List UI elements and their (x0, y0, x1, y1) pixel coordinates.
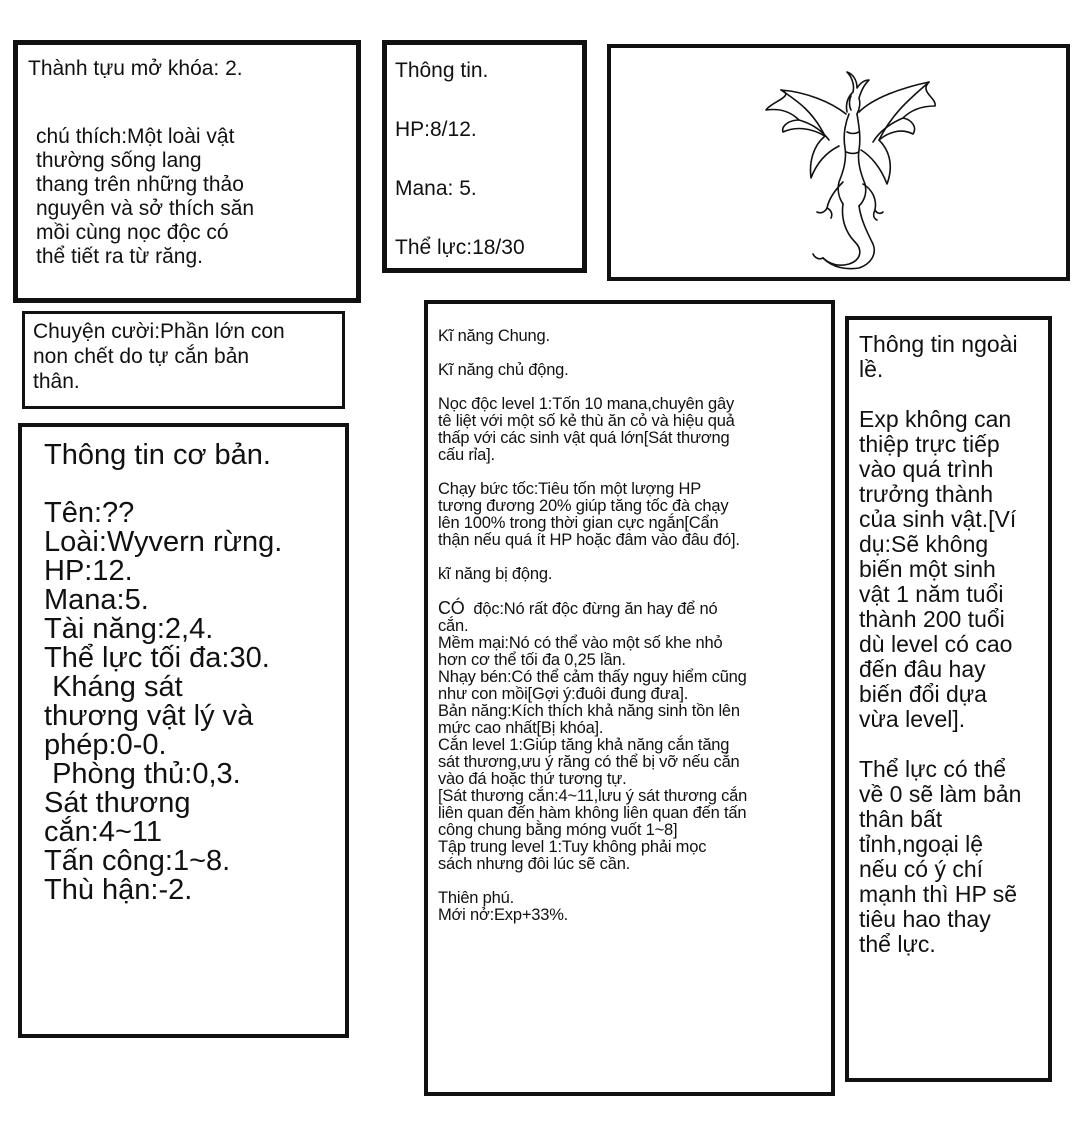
exp-note-line: đến đâu hay (859, 656, 986, 682)
spacer (438, 873, 823, 890)
basic-info-line: Tên:?? (44, 497, 135, 529)
passive-skill-line: vào đá hoặc thứ tương tự. (438, 770, 627, 788)
stamina-note-line: tỉnh,ngoại lệ (859, 831, 984, 857)
achievements-panel (13, 40, 361, 303)
talent-line: Mới nở:Exp+33%. (438, 906, 569, 924)
basic-info-line: Phòng thủ:0,3. (44, 758, 241, 790)
passive-skill-line: mức cao nhất[Bị khóa]. (438, 719, 604, 737)
stamina-note-line: nếu có ý chí (859, 856, 984, 882)
spacer (859, 382, 1040, 407)
exp-note-line: trưởng thành (859, 481, 994, 507)
basic-info-line: thương vật lý và (44, 700, 254, 732)
passive-skill-line (438, 600, 823, 618)
passive-skill-line: Nhạy bén:Có thể cảm thấy nguy hiểm cũng (438, 668, 747, 686)
basic-info-line: Tài năng:2,4. (44, 613, 214, 645)
note-line: thang trên những thảo (36, 173, 244, 196)
talent-title: Thiên phú. (438, 889, 514, 907)
stats-title: Thông tin. (395, 59, 489, 82)
note-line: thể tiết ra từ răng. (36, 245, 203, 268)
passive-skill-line: sát thương,ưu ý răng có thể bị vỡ nếu cắn (438, 753, 740, 771)
note-line: thường sống lang (36, 149, 202, 172)
basic-info-line: Sát thương (44, 787, 191, 819)
general-skills-title: Kĩ năng Chung. (438, 327, 550, 345)
note-line: nguyên và sở thích săn (36, 197, 255, 220)
spacer (395, 201, 576, 236)
stamina-note-line: tiêu hao thay (859, 906, 991, 932)
basic-info-line: Mana:5. (44, 584, 149, 616)
exp-note-line: thành 200 tuổi (859, 606, 1005, 632)
spacer (438, 583, 823, 600)
exp-note-line: vừa level]. (859, 706, 966, 732)
wyvern-drawing-icon (751, 62, 941, 272)
passive-skill-line: cắn. (438, 617, 469, 635)
spacer (44, 470, 345, 499)
passive-skill-line: Mềm mại:Nó có thể vào một số khe nhỏ (438, 634, 723, 652)
exp-note-line: biến đổi dựa (859, 681, 987, 707)
sprint-skill-line: thận nếu quá ít HP hoặc đâm vào đâu đó]. (438, 531, 740, 549)
basic-info-line: phép:0-0. (44, 729, 167, 761)
exp-note-line: dụ:Sẽ không (859, 531, 989, 557)
sprint-skill-line: Chạy bức tốc:Tiêu tốn một lượng HP (438, 480, 702, 498)
spacer (438, 549, 823, 566)
exp-note-line: của sinh vật.[Ví (859, 506, 1017, 532)
venom-skill-line: thấp với các sinh vật quá lớn[Sát thương (438, 429, 730, 447)
spacer (395, 142, 576, 177)
spacer (859, 732, 1040, 757)
basic-info-panel (18, 423, 349, 1038)
exp-note-line: biến một sinh (859, 556, 996, 582)
passive-skill-line: Tập trung level 1:Tuy không phải mọc (438, 838, 707, 856)
stamina-note-line: thân bất (859, 806, 943, 832)
spacer (395, 83, 576, 118)
achievements-title: Thành tựu mở khóa: 2. (28, 57, 243, 80)
stats-panel (382, 40, 587, 273)
stamina-note-line: về 0 sẽ làm bản (859, 781, 1022, 807)
passive-skill-line: hơn cơ thể tối đa 0,25 lần. (438, 651, 626, 669)
passive-skill-line: Bản năng:Kích thích khả năng sinh tồn lên (438, 702, 740, 720)
venom-skill-line: cấu rỉa]. (438, 446, 495, 464)
note-line: chú thích:Một loài vật (36, 125, 235, 148)
venom-skill-line: tê liệt với một số kẻ thù ăn cỏ và hiệu quả (438, 412, 735, 430)
basic-info-line: Tấn công:1~8. (44, 845, 231, 877)
basic-info-line: Thù hận:-2. (44, 874, 193, 906)
passive-skill-line: Cắn level 1:Giúp tăng khả năng cắn tăng (438, 736, 730, 754)
passive-skill-line: [Sát thương cắn:4~11,lưu ý sát thương cắn (438, 787, 748, 805)
spacer (438, 379, 823, 396)
basic-info-line: Loài:Wyvern rừng. (44, 526, 283, 558)
basic-info-line: HP:12. (44, 555, 133, 587)
mana-value: Mana: 5. (395, 177, 477, 200)
exp-note-line: Exp không can (859, 406, 1012, 432)
skills-panel (424, 300, 835, 1096)
extra-title-line: lề. (859, 356, 884, 382)
sprint-skill-line: lên 100% trong thời gian cực ngắn[Cẩn (438, 514, 719, 532)
stamina-note-line: thể lực. (859, 931, 936, 957)
passive-skill-line: như con mồi[Gợi ý:đuôi đung đưa]. (438, 685, 689, 703)
passive-skill-line: sách nhưng đôi lúc sẽ cần. (438, 855, 631, 873)
exp-note-line: vào quá trình (859, 456, 994, 482)
achievements-note (28, 125, 326, 269)
stamina-note-line: Thể lực có thể (859, 756, 1007, 782)
basic-info-line: cắn:4~11 (44, 816, 162, 848)
basic-info-line: Kháng sát (44, 671, 183, 703)
passive-skill-line: công chung bằng móng vuốt 1~8] (438, 821, 678, 839)
hp-value: HP:8/12. (395, 118, 477, 141)
passive-skill-text: độc:Nó rất độc đừng ăn hay để nó (464, 600, 718, 618)
dragon-image-panel (607, 44, 1070, 281)
exp-note-line: thiệp trực tiếp (859, 431, 1000, 457)
exp-note-line: vật 1 năm tuổi (859, 581, 1004, 607)
extra-info-panel (845, 316, 1052, 1082)
joke-line: Chuyện cười:Phần lớn con (33, 320, 285, 343)
joke-line: non chết do tự cắn bản (33, 345, 250, 368)
joke-line: thân. (33, 370, 80, 393)
note-line: mồi cùng nọc độc có (36, 221, 229, 244)
spacer (438, 345, 823, 362)
stamina-note-line: mạnh thì HP sẽ (859, 881, 1018, 907)
sprint-skill-line: tương đương 20% giúp tăng tốc đà chạy (438, 497, 729, 515)
co-word: CÓ (438, 598, 465, 618)
joke-panel (22, 311, 345, 409)
stamina-value: Thể lực:18/30 (395, 236, 525, 259)
active-skills-title: Kĩ năng chủ động. (438, 361, 569, 379)
passive-skills-title: kĩ năng bị động. (438, 565, 553, 583)
spacer (438, 464, 823, 481)
basic-info-line: Thể lực tối đa:30. (44, 642, 270, 674)
extra-title-line: Thông tin ngoài (859, 331, 1018, 357)
passive-skill-line: liên quan đến hàm không liên quan đến tấn (438, 804, 747, 822)
exp-note-line: dù level có cao (859, 631, 1013, 657)
venom-skill-line: Nọc độc level 1:Tốn 10 mana,chuyên gây (438, 395, 734, 413)
basic-info-title: Thông tin cơ bản. (44, 439, 271, 471)
